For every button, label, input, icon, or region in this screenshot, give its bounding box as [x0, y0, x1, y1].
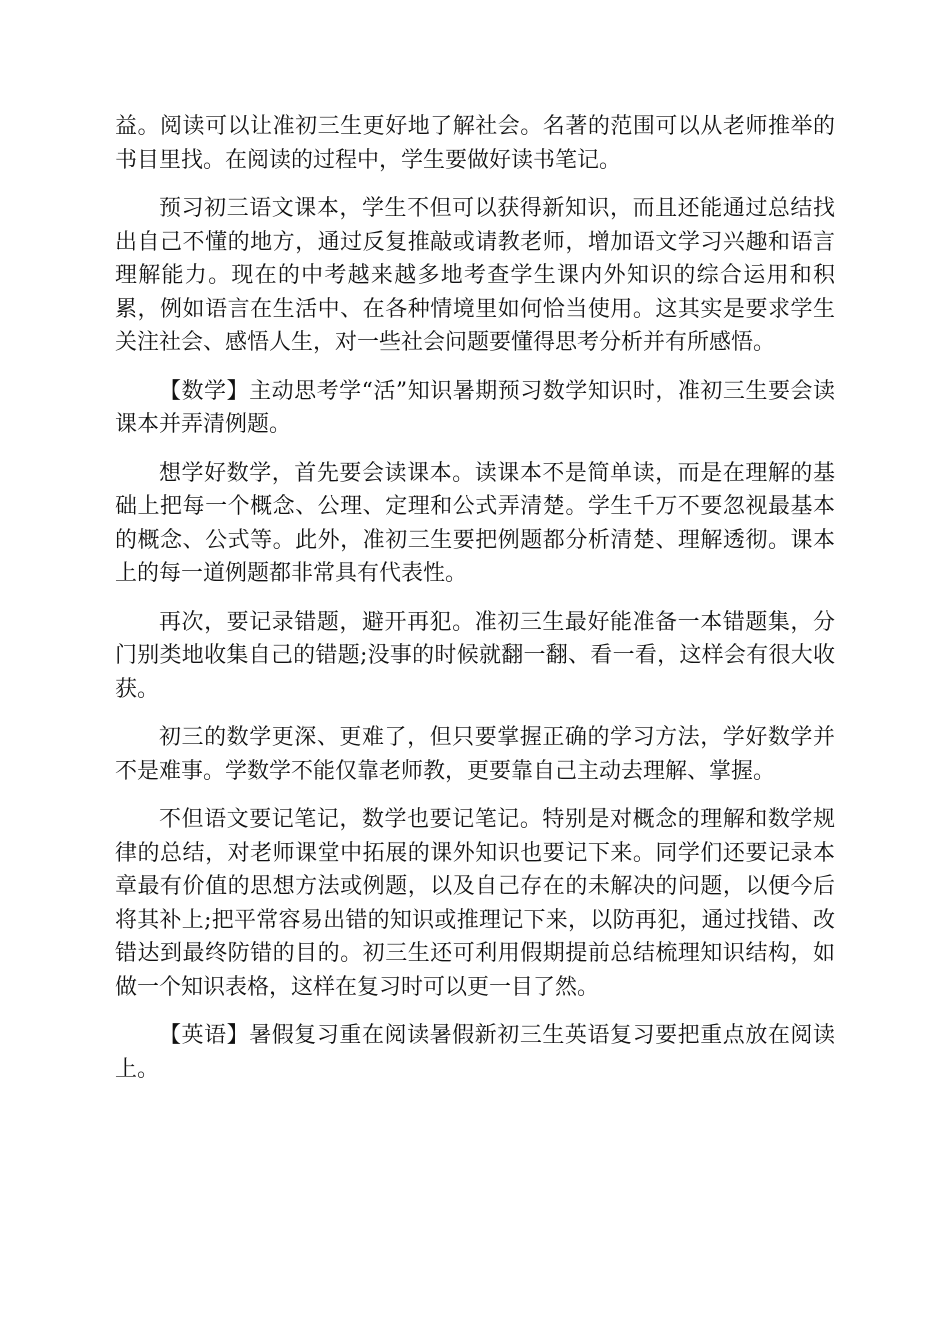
paragraph-math-notes: 不但语文要记笔记，数学也要记笔记。特别是对概念的理解和数学规律的总结，对老师课堂中拓展的课外知识也要记下来。同学们还要记录本章最有价值的思想方法或例题，以及自己存在的未解决的问题，以便今后将其补上;把平常容易出错的知识或推理记下来，以防再犯，通过找错、改错达到最终防错的目的。初三生还可利用假期提前总结梳理知识结构，如做一个知识表格，这样在复习时可以更一目了然。 [115, 807, 835, 1000]
paragraph-english-heading: 【英语】暑假复习重在阅读暑假新初三生英语复习要把重点放在阅读上。 [115, 1023, 835, 1082]
paragraph-chinese-preview: 预习初三语文课本，学生不但可以获得新知识，而且还能通过总结找出自己不懂的地方，通过反复推敲或请教老师，增加语文学习兴趣和语言理解能力。现在的中考越来越多地考查学生课内外知识的综合运用和积累，例如语言在生活中、在各种情境里如何恰当使用。这其实是要求学生关注社会、感悟人生，对一些社会问题要懂得思考分析并有所感悟。 [115, 196, 835, 355]
paragraph-math-method: 初三的数学更深、更难了，但只要掌握正确的学习方法，学好数学并不是难事。学数学不能仅靠老师教，更要靠自己主动去理解、掌握。 [115, 725, 835, 784]
paragraph-math-heading: 【数学】主动思考学“活”知识暑期预习数学知识时，准初三生要会读课本并弄清例题。 [115, 378, 835, 437]
document-body [115, 110, 835, 1101]
paragraph-math-mistakes: 再次，要记录错题，避开再犯。准初三生最好能准备一本错题集，分门别类地收集自己的错题;没事的时候就翻一翻、看一看，这样会有很大收获。 [115, 609, 835, 702]
paragraph-math-textbook: 想学好数学，首先要会读课本。读课本不是简单读，而是在理解的基础上把每一个概念、公理、定理和公式弄清楚。学生千万不要忽视最基本的概念、公式等。此外，准初三生要把例题都分析清楚、理解透彻。课本上的每一道例题都非常具有代表性。 [115, 460, 835, 586]
paragraph-continued-reading: 益。阅读可以让准初三生更好地了解社会。名著的范围可以从老师推举的书目里找。在阅读的过程中，学生要做好读书笔记。 [115, 114, 835, 173]
